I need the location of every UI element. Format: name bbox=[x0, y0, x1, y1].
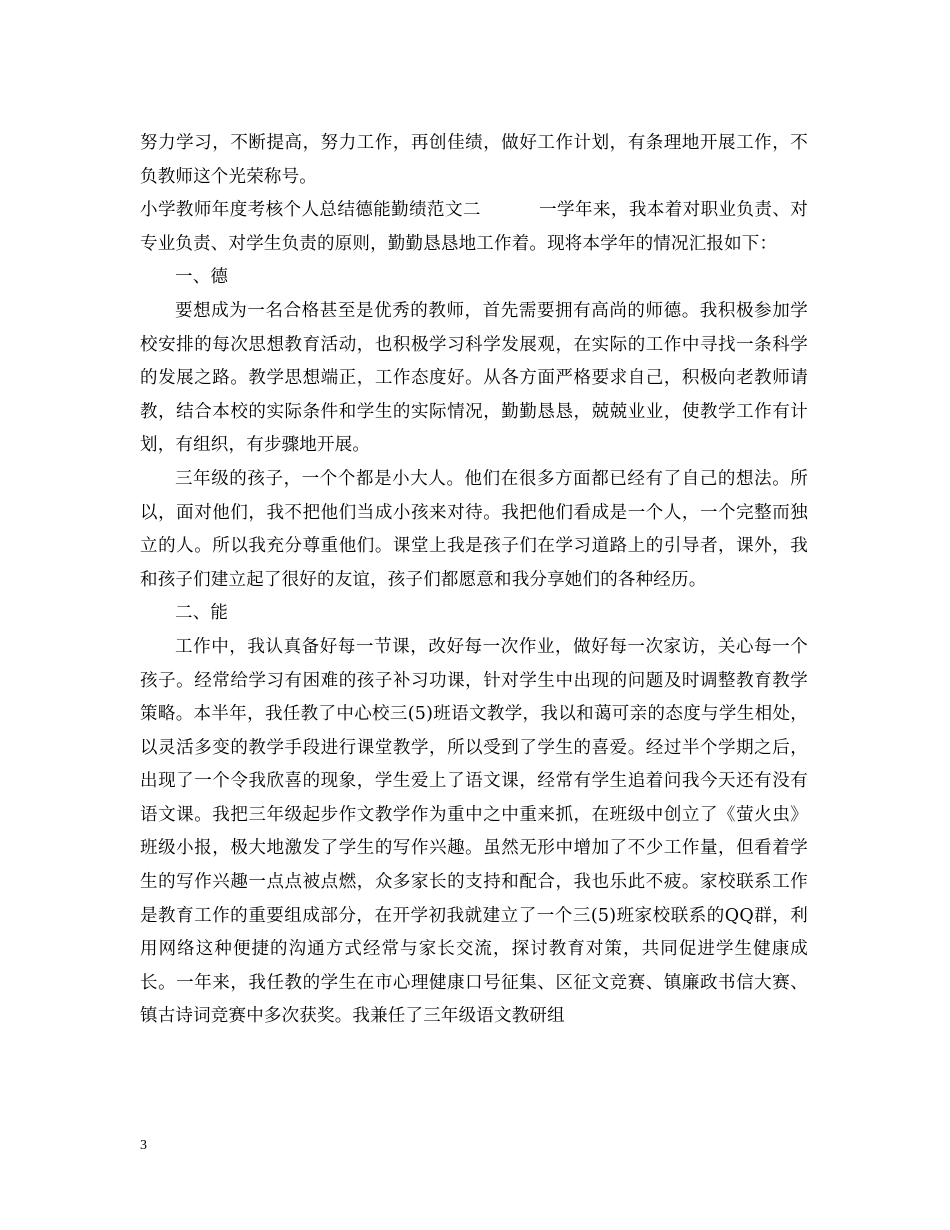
paragraph-2-text: 一学年来，我本着对职业负责、对专业负责、对学生负责的原则，勤勤恳恳地工作着。现将本学年的情况汇报如下： bbox=[140, 200, 808, 254]
paragraph-de-2: 三年级的孩子，一个个都是小大人。他们在很多方面都已经有了自己的想法。所以，面对他们，我不把他们当成小孩来对待。我把他们看成是一个人，一个完整而独立的人。所以我充分尊重他们。课堂上我是孩子们在学习道路上的引导者，课外，我和孩子们建立起了很好的友谊，孩子们都愿意和我分享她们的各种经历。 bbox=[140, 468, 808, 590]
heading-neng: 二、能 bbox=[175, 603, 229, 624]
paragraph-de-1: 要想成为一名合格甚至是优秀的教师，首先需要拥有高尚的师德。我积极参加学校安排的每次思想教育活动，也积极学习科学发展观，在实际的工作中寻找一条科学的发展之路。教学思想端正，工作态度好。从各方面严格要求自己，积极向老教师请教，结合本校的实际条件和学生的实际情况，勤勤恳恳，兢兢业业，使教学工作有计划，有组织，有步骤地开展。 bbox=[140, 300, 808, 456]
heading-de: 一、德 bbox=[175, 267, 229, 288]
document-body bbox=[140, 127, 808, 1034]
section-title: 小学教师年度考核个人总结德能勤绩范文二 bbox=[140, 200, 481, 221]
paragraph-1: 努力学习，不断提高，努力工作，再创佳绩，做好工作计划，有条理地开展工作，不负教师这个光荣称号。 bbox=[140, 133, 808, 187]
paragraph-2 bbox=[140, 194, 808, 261]
paragraph-neng-1: 工作中，我认真备好每一节课，改好每一次作业，做好每一次家访，关心每一个孩子。经常给学习有困难的孩子补习功课，针对学生中出现的问题及时调整教育教学策略。本半年，我任教了中心校三(5)班语文教学，我以和蔼可亲的态度与学生相处，以灵活多变的教学手段进行课堂教学，所以受到了学生的喜爱。经过半个学期之后，出现了一个令我欣喜的现象，学生爱上了语文课，经常有学生追着问我今天还有没有语文课。我把三年级起步作文教学作为重中之中重来抓，在班级中创立了《萤火虫》班级小报，极大地激发了学生的写作兴趣。虽然无形中增加了不少工作量，但看着学生的写作兴趣一点点被点燃，众多家长的支持和配合，我也乐此不疲。家校联系工作是教育工作的重要组成部分，在开学初我就建立了一个三(5)班家校联系的QQ群，利用网络这种便捷的沟通方式经常与家长交流，探讨教育对策，共同促进学生健康成长。一年来，我任教的学生在市心理健康口号征集、区征文竞赛、镇廉政书信大赛、镇古诗词竞赛中多次获奖。我兼任了三年级语文教研组 bbox=[140, 636, 808, 1027]
page-number: 3 bbox=[140, 1138, 147, 1153]
